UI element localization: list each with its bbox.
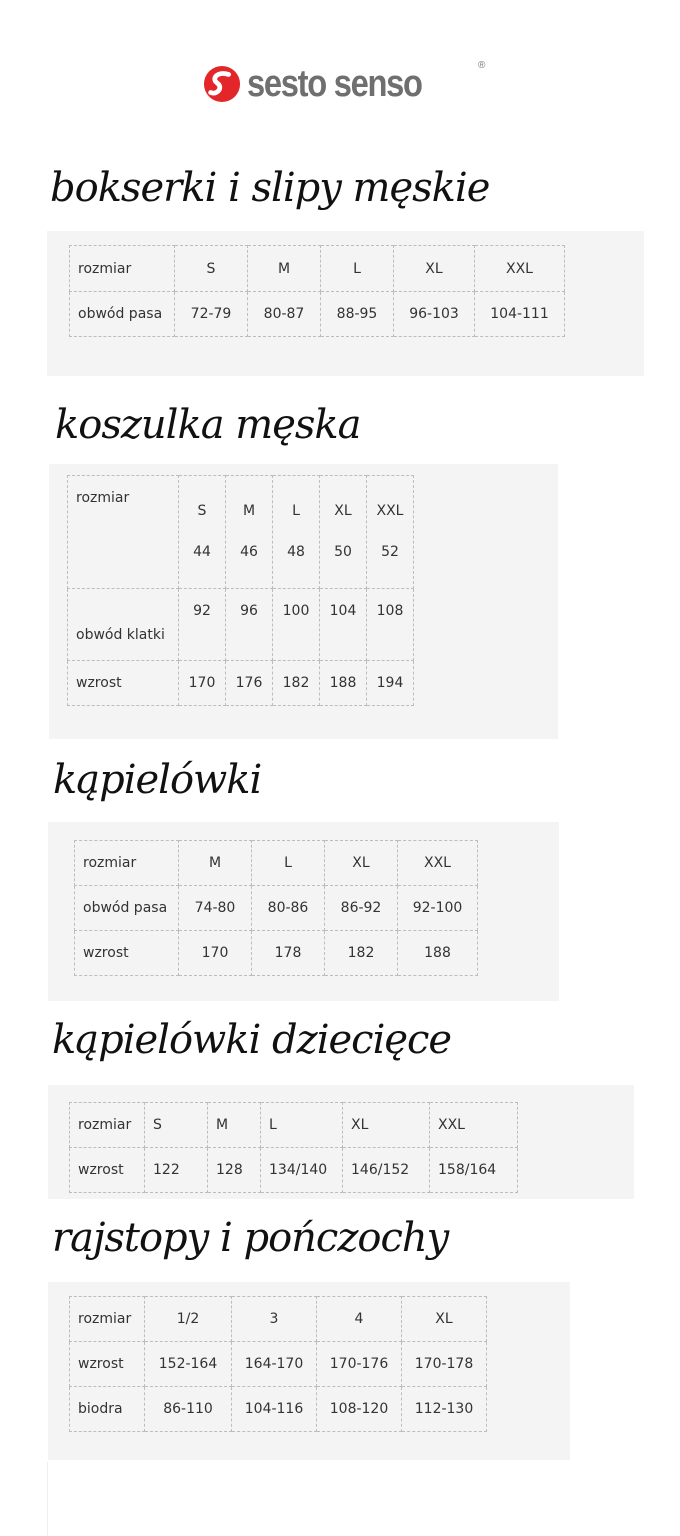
table-row (70, 1297, 487, 1342)
row-label: obwód pasa (70, 292, 175, 337)
table-cell: 134/140 (261, 1148, 343, 1193)
table-cell: 96-103 (394, 292, 475, 337)
table-cell: XXL (398, 841, 478, 886)
table-cell (273, 476, 320, 589)
brand-swirl-icon (203, 65, 241, 103)
size-table-tshirt (67, 475, 414, 706)
table-cell: 170 (179, 931, 252, 976)
table-row (68, 661, 414, 706)
table-cell: XL (394, 246, 475, 292)
table-row (70, 1148, 518, 1193)
brand-logo (203, 60, 486, 106)
size-table-kids-swim-trunks (69, 1102, 518, 1193)
table-cell: 122 (145, 1148, 208, 1193)
table-cell (320, 476, 367, 589)
table-cell (179, 476, 226, 589)
table-cell: L (252, 841, 325, 886)
size-table-tights (69, 1296, 487, 1432)
table-cell: 86-110 (145, 1387, 232, 1432)
table-cell: 92 (179, 589, 226, 661)
table-cell: 170 (179, 661, 226, 706)
table-cell: 164-170 (232, 1342, 317, 1387)
row-label: rozmiar (70, 1103, 145, 1148)
table-row (70, 246, 565, 292)
table-cell: 100 (273, 589, 320, 661)
row-label: wzrost (70, 1342, 145, 1387)
row-label: rozmiar (70, 1297, 145, 1342)
table-cell: S (145, 1103, 208, 1148)
table-cell (226, 476, 273, 589)
table-cell: M (208, 1103, 261, 1148)
table-row (70, 292, 565, 337)
table-row (70, 1103, 518, 1148)
table-cell: 104 (320, 589, 367, 661)
row-label: rozmiar (68, 476, 179, 589)
divider (47, 1462, 48, 1536)
table-cell: 92-100 (398, 886, 478, 931)
table-cell: 182 (325, 931, 398, 976)
table-cell: 152-164 (145, 1342, 232, 1387)
table-cell: 1/2 (145, 1297, 232, 1342)
table-cell: M (248, 246, 321, 292)
table-cell: 170-176 (317, 1342, 402, 1387)
table-cell: XXL (430, 1103, 518, 1148)
table-cell: 104-116 (232, 1387, 317, 1432)
table-cell: 170-178 (402, 1342, 487, 1387)
table-cell: L (321, 246, 394, 292)
row-label: biodra (70, 1387, 145, 1432)
table-cell: 108 (367, 589, 414, 661)
table-cell: 86-92 (325, 886, 398, 931)
table-cell: 72-79 (175, 292, 248, 337)
table-cell: 3 (232, 1297, 317, 1342)
table-cell: 176 (226, 661, 273, 706)
table-row (68, 476, 414, 589)
table-cell: 182 (273, 661, 320, 706)
section-title-tshirt: koszulka męska (55, 402, 361, 448)
table-cell: 96 (226, 589, 273, 661)
table-cell: XL (343, 1103, 430, 1148)
table-cell: M (179, 841, 252, 886)
size-number: 48 (287, 544, 305, 560)
table-cell (367, 476, 414, 589)
row-label: obwód klatki (68, 589, 179, 661)
table-cell: 128 (208, 1148, 261, 1193)
section-title-tights: rajstopy i pończochy (52, 1215, 449, 1261)
table-row (75, 886, 478, 931)
row-label: wzrost (75, 931, 179, 976)
table-cell: S (175, 246, 248, 292)
table-cell: 188 (398, 931, 478, 976)
table-cell: 158/164 (430, 1148, 518, 1193)
table-cell: 80-86 (252, 886, 325, 931)
size-letter: M (242, 503, 256, 519)
row-label: obwód pasa (75, 886, 179, 931)
table-cell: 80-87 (248, 292, 321, 337)
size-number: 52 (381, 544, 399, 560)
row-label: rozmiar (75, 841, 179, 886)
row-label: rozmiar (70, 246, 175, 292)
row-label: wzrost (68, 661, 179, 706)
size-number: 44 (193, 544, 211, 560)
section-title-kids-swim-trunks: kąpielówki dziecięce (52, 1017, 452, 1063)
section-title-swim-trunks: kąpielówki (53, 757, 262, 803)
table-cell: 108-120 (317, 1387, 402, 1432)
size-letter: L (292, 503, 300, 519)
table-cell: 74-80 (179, 886, 252, 931)
table-row (70, 1342, 487, 1387)
table-cell: 194 (367, 661, 414, 706)
table-cell: XXL (475, 246, 565, 292)
table-row (70, 1387, 487, 1432)
brand-name: sesto senso (247, 63, 422, 105)
size-table-boxers (69, 245, 565, 337)
table-cell: XL (402, 1297, 487, 1342)
table-cell: 112-130 (402, 1387, 487, 1432)
table-row (75, 841, 478, 886)
table-cell: 104-111 (475, 292, 565, 337)
size-letter: XXL (376, 503, 404, 519)
table-cell: 88-95 (321, 292, 394, 337)
section-title-boxers: bokserki i slipy męskie (50, 165, 490, 211)
size-number: 46 (240, 544, 258, 560)
table-cell: 188 (320, 661, 367, 706)
table-cell: 178 (252, 931, 325, 976)
size-letter: XL (334, 503, 352, 519)
table-cell: L (261, 1103, 343, 1148)
registered-mark: ® (478, 60, 486, 71)
size-letter: S (197, 503, 207, 519)
row-label: wzrost (70, 1148, 145, 1193)
size-table-swim-trunks (74, 840, 478, 976)
size-number: 50 (334, 544, 352, 560)
table-cell: XL (325, 841, 398, 886)
table-row (68, 589, 414, 661)
table-cell: 4 (317, 1297, 402, 1342)
table-cell: 146/152 (343, 1148, 430, 1193)
table-row (75, 931, 478, 976)
